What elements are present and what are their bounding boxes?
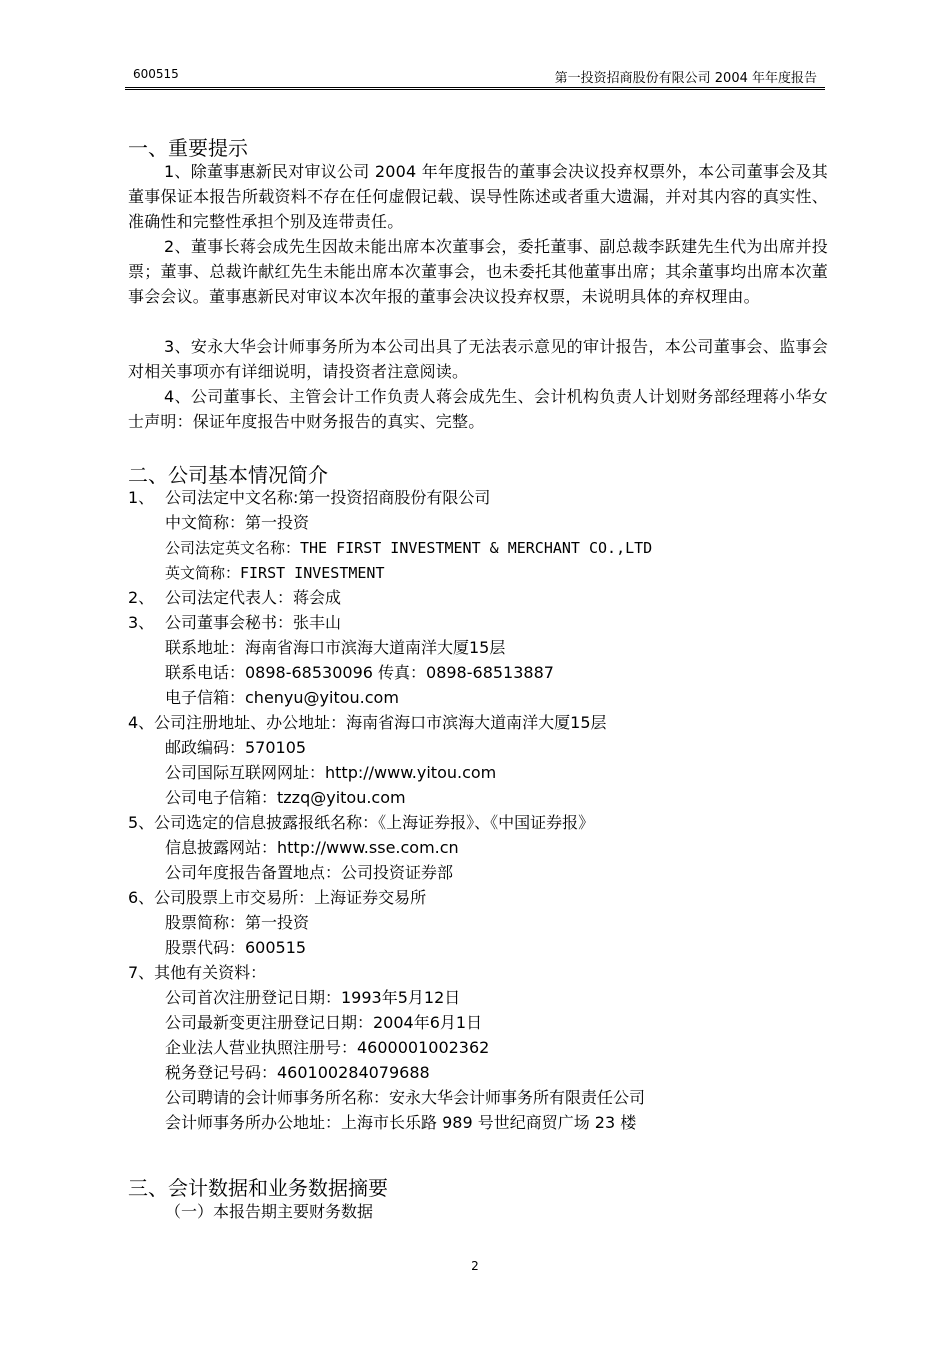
- accounting-firm: 公司聘请的会计师事务所名称：安永大华会计师事务所有限责任公司: [165, 1088, 646, 1107]
- section-1-title: 一、重要提示: [128, 136, 248, 160]
- company-name-cn: 公司法定中文名称:第一投资招商股份有限公司: [165, 488, 491, 507]
- postcode: 邮政编码：570105: [165, 738, 307, 757]
- header-divider: [125, 87, 825, 88]
- notice-paragraph-2: [128, 234, 828, 309]
- accounting-firm-address: 会计师事务所办公地址：上海市长乐路 989 号世纪商贸广场 23 楼: [165, 1113, 637, 1132]
- contact-address: 联系地址：海南省海口市滨海大道南洋大厦15层: [165, 638, 506, 657]
- company-name-en: 公司法定英文名称：THE FIRST INVESTMENT & MERCHANT CO.,LTD: [165, 539, 653, 557]
- other-info-heading: 7、其他有关资料：: [128, 963, 267, 982]
- item-number-1: 1、: [128, 488, 155, 507]
- stock-exchange: 6、公司股票上市交易所：上海证券交易所: [128, 888, 427, 907]
- legal-representative: 公司法定代表人：蒋会成: [165, 588, 342, 607]
- latest-registration-date: 公司最新变更注册登记日期：2004年6月1日: [165, 1013, 483, 1032]
- notice-paragraph-3-text: 3、安永大华会计师事务所为本公司出具了无法表示意见的审计报告，本公司董事会、监事会对相关事项亦有详细说明，请投资者注意阅读。: [128, 337, 828, 381]
- stock-code: 股票代码：600515: [165, 938, 307, 957]
- registered-address: 4、公司注册地址、办公地址：海南省海口市滨海大道南洋大厦15层: [128, 713, 607, 732]
- header-divider-2: [125, 89, 825, 90]
- notice-paragraph-4-text: 4、公司董事长、主管会计工作负责人蒋会成先生、会计机构负责人计划财务部经理蒋小华女士声明：保证年度报告中财务报告的真实、完整。: [128, 387, 828, 431]
- company-email: 公司电子信箱：tzzq@yitou.com: [165, 788, 406, 807]
- disclosure-newspapers: 5、公司选定的信息披露报纸名称：《上海证券报》、《中国证券报》: [128, 813, 595, 832]
- company-short-cn: 中文简称：第一投资: [165, 513, 310, 532]
- item-number-2: 2、: [128, 588, 155, 607]
- disclosure-website: 信息披露网站：http://www.sse.com.cn: [165, 838, 459, 857]
- notice-paragraph-1-text: 1、除董事惠新民对审议公司 2004 年年度报告的董事会决议投弃权票外，本公司董事会及其董事保证本报告所载资料不存在任何虚假记载、误导性陈述或者重大遗漏，并对其内容的真实性、准确性和完整性承担个别及连带责任。: [128, 162, 828, 231]
- item-number-3: 3、: [128, 613, 155, 632]
- stock-short-name: 股票简称：第一投资: [165, 913, 310, 932]
- business-license-number: 企业法人营业执照注册号：4600001002362: [165, 1038, 490, 1057]
- header-stock-code: 600515: [133, 67, 179, 81]
- company-short-en: 英文简称：FIRST INVESTMENT: [165, 564, 385, 582]
- section-3-subtitle: （一）本报告期主要财务数据: [165, 1202, 374, 1221]
- board-secretary: 公司董事会秘书：张丰山: [165, 613, 342, 632]
- report-location: 公司年度报告备置地点：公司投资证券部: [165, 863, 454, 882]
- company-website: 公司国际互联网网址：http://www.yitou.com: [165, 763, 497, 782]
- header-report-title: 第一投资招商股份有限公司 2004 年年度报告: [554, 71, 817, 86]
- notice-paragraph-2-text: 2、董事长蒋会成先生因故未能出席本次董事会，委托董事、副总裁李跃建先生代为出席并投票；董事、总裁许献红先生未能出席本次董事会，也未委托其他董事出席；其余董事均出席本次董事会会议。董事惠新民对审议本次年报的董事会决议投弃权票，未说明具体的弃权理由。: [128, 237, 828, 306]
- notice-paragraph-4: [128, 384, 828, 434]
- section-2-title: 二、公司基本情况简介: [128, 463, 328, 487]
- notice-paragraph-3: [128, 334, 828, 384]
- section-3-title: 三、会计数据和业务数据摘要: [128, 1176, 388, 1200]
- notice-paragraph-1: [128, 159, 828, 234]
- tax-registration-number: 税务登记号码：460100284079688: [165, 1063, 430, 1082]
- contact-email: 电子信箱：chenyu@yitou.com: [165, 688, 399, 707]
- contact-phone-fax: 联系电话：0898-68530096 传真：0898-68513887: [165, 663, 554, 682]
- page-number: 2: [471, 1259, 479, 1273]
- first-registration-date: 公司首次注册登记日期：1993年5月12日: [165, 988, 461, 1007]
